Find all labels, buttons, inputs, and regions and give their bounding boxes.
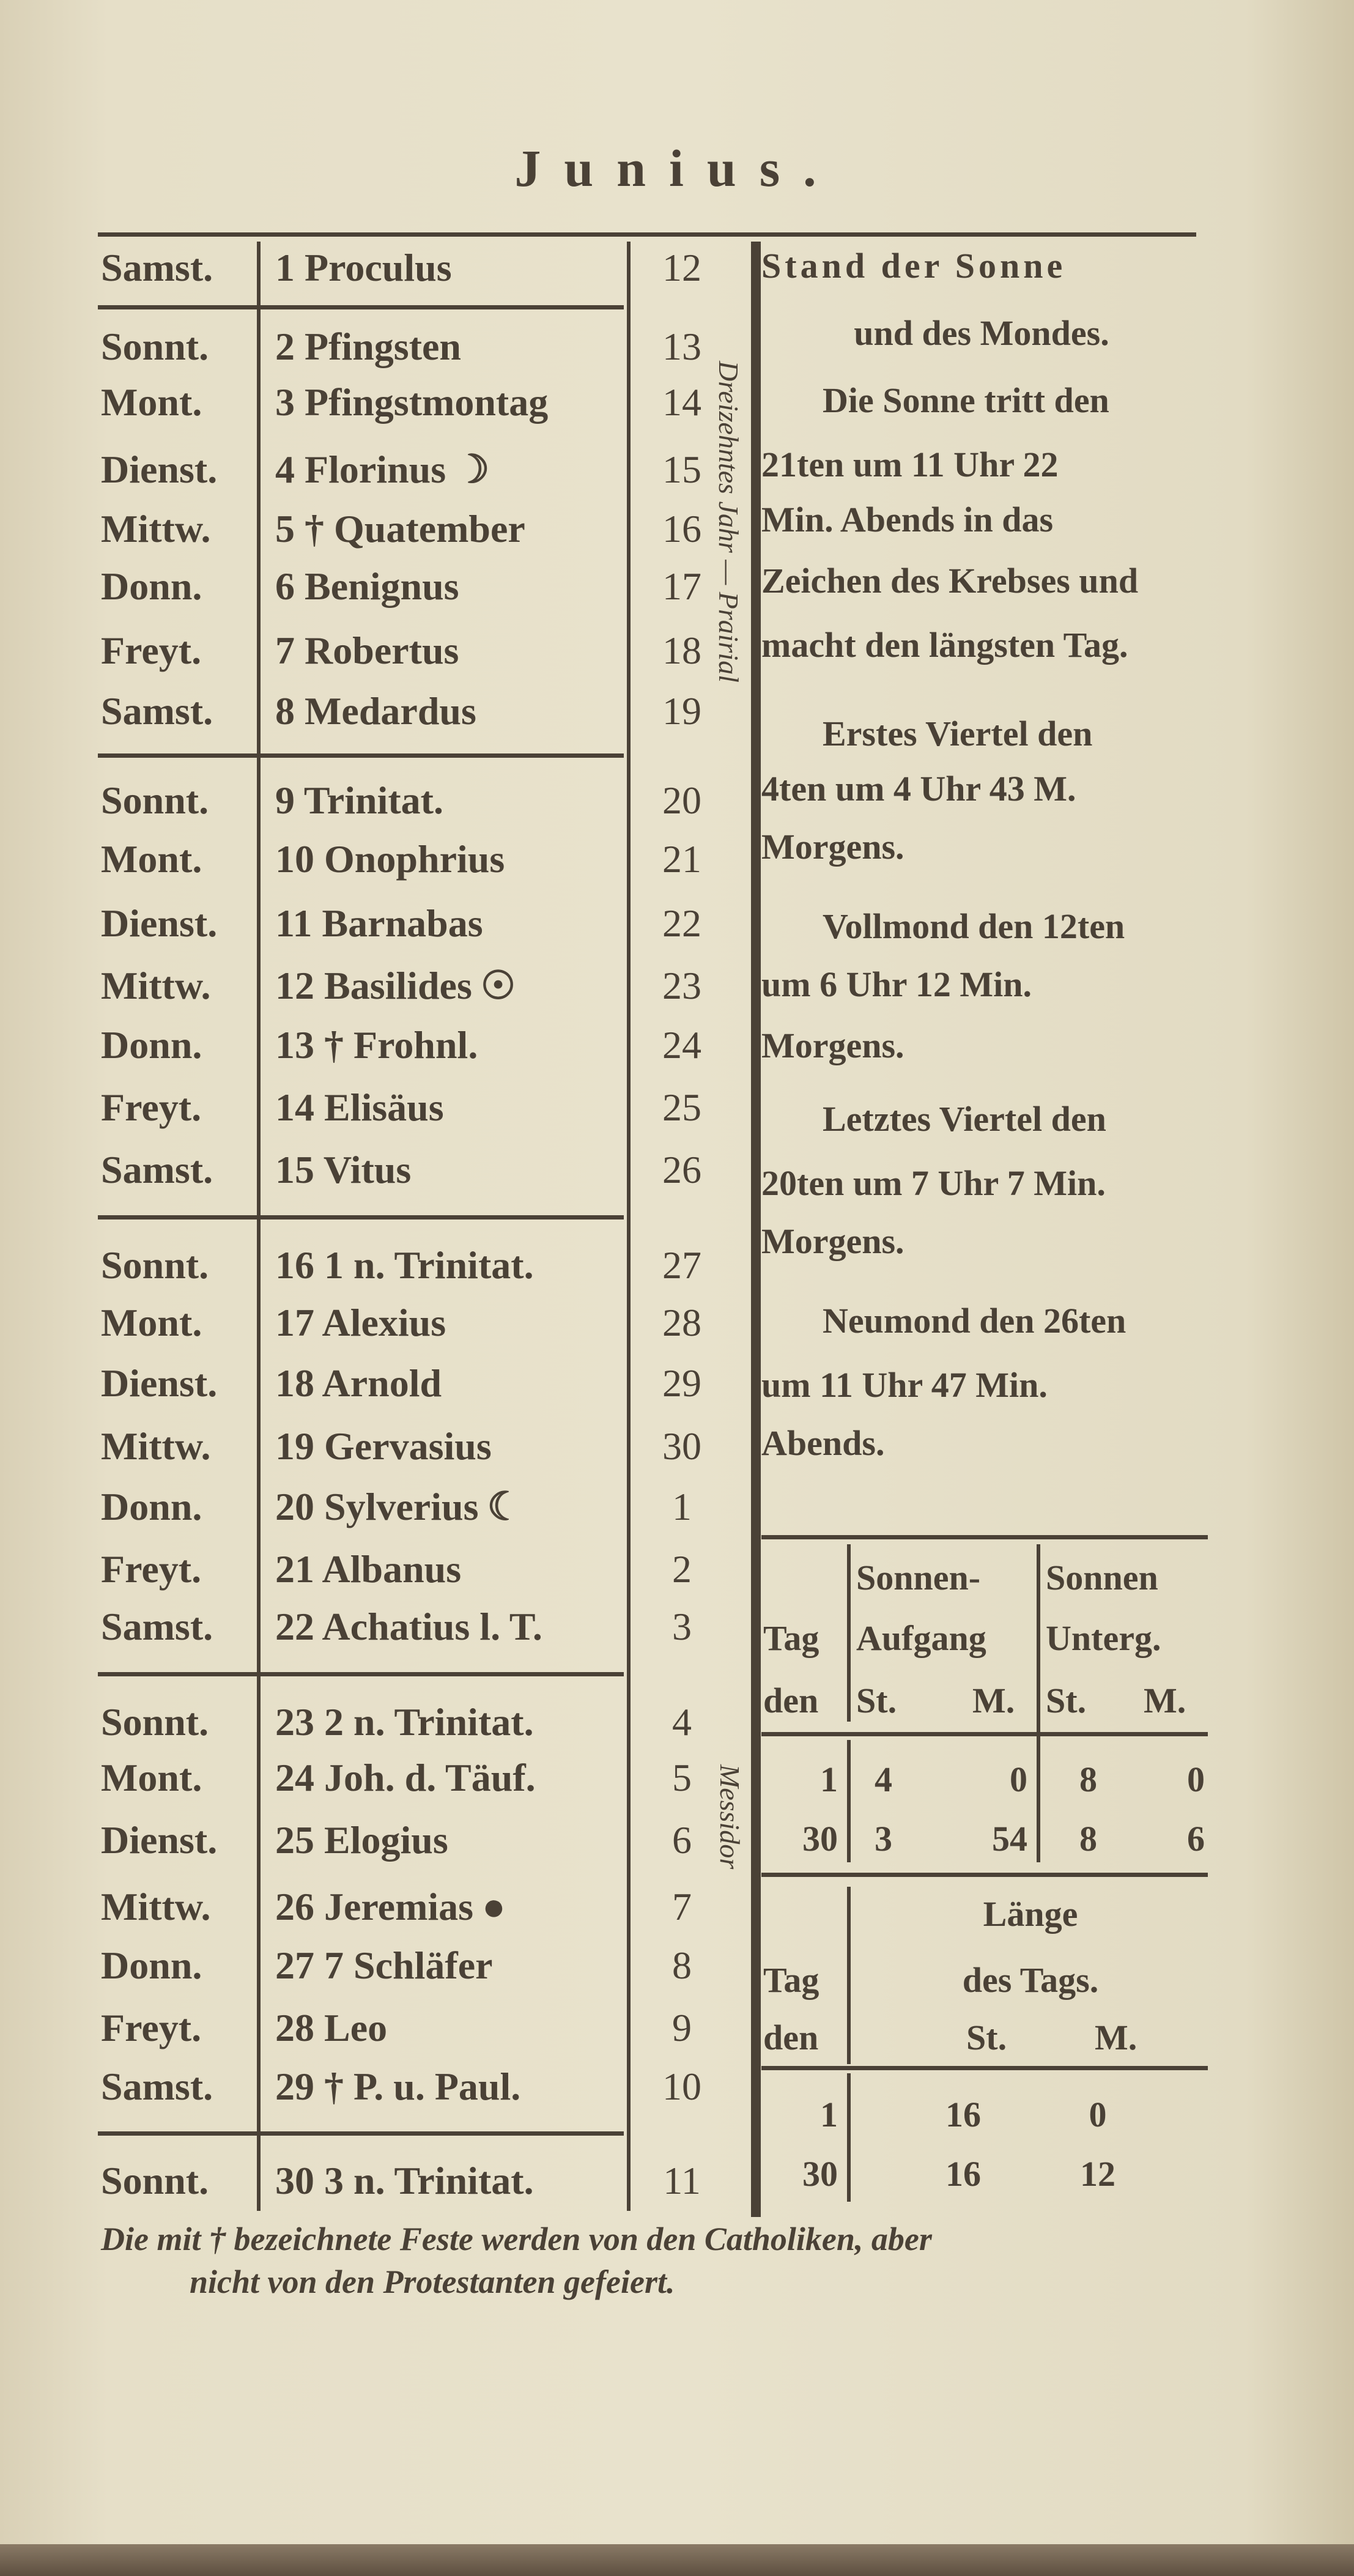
republican-day: 4 — [672, 1700, 692, 1744]
republican-day: 24 — [662, 1023, 701, 1067]
republican-day: 30 — [662, 1424, 701, 1468]
header-m: M. — [972, 1681, 1015, 1720]
day-cell: 1 — [820, 1760, 838, 1799]
header-tag: Tag — [763, 1960, 819, 2000]
day-of-week: Sonnt. — [101, 325, 209, 368]
week-separator — [98, 2131, 624, 2136]
republican-day: 19 — [662, 689, 701, 733]
saint-entry — [275, 1602, 542, 1651]
day-of-week: Donn. — [101, 1023, 202, 1067]
saint-entry — [275, 2156, 534, 2205]
saint-name: 26 Jeremias — [275, 1885, 474, 1928]
saint-name: 6 Benignus — [275, 564, 459, 608]
sunset-minute: 6 — [1187, 1819, 1205, 1859]
saint-entry — [275, 776, 443, 825]
saint-name: 16 1 n. Trinitat. — [275, 1243, 534, 1287]
name-divider — [627, 242, 631, 2211]
week-separator — [98, 305, 624, 309]
moon-text-line: 21ten um 11 Uhr 22 — [761, 445, 1059, 484]
sunrise-hour: 3 — [875, 1819, 892, 1859]
day-of-week: Mont. — [101, 380, 202, 424]
republican-day: 12 — [662, 246, 701, 289]
saint-entry — [275, 1241, 534, 1290]
section-heading: und des Mondes. — [854, 313, 1109, 353]
header-m: M. — [1144, 1681, 1186, 1720]
saint-name: 18 Arnold — [275, 1361, 442, 1405]
saint-name: 22 Achatius l. T. — [275, 1605, 542, 1648]
saint-entry — [275, 687, 476, 736]
saint-name: 4 Florinus — [275, 448, 446, 491]
table-divider — [847, 2073, 851, 2202]
week-separator — [98, 753, 624, 758]
day-cell: 1 — [820, 2095, 838, 2134]
saint-entry — [275, 626, 459, 675]
saint-entry — [275, 1882, 506, 1931]
republican-day: 5 — [672, 1756, 692, 1799]
saint-name: 9 Trinitat. — [275, 779, 443, 822]
saint-entry — [275, 2004, 387, 2052]
header-st: St. — [1046, 1681, 1087, 1720]
republican-day: 18 — [662, 629, 701, 672]
republican-day: 13 — [662, 325, 701, 368]
saint-name: 13 † Frohnl. — [275, 1023, 478, 1067]
moon-phase-icon: ☾ — [487, 1485, 522, 1528]
saint-entry — [275, 378, 548, 427]
saint-name: 10 Onophrius — [275, 837, 505, 881]
day-of-week: Donn. — [101, 1944, 202, 1987]
day-of-week: Samst. — [101, 2065, 213, 2108]
moon-text-line: Die Sonne tritt den — [823, 380, 1109, 420]
sunset-hour: 8 — [1079, 1760, 1097, 1799]
saint-entry — [275, 899, 483, 948]
republican-day: 14 — [662, 380, 701, 424]
saint-name: 30 3 n. Trinitat. — [275, 2159, 534, 2202]
moon-text-line: Vollmond den 12ten — [823, 906, 1125, 946]
header-den: den — [763, 1681, 819, 1720]
sunrise-hour: 4 — [875, 1760, 892, 1799]
vertical-label-prairial: Dreizehntes Jahr — Prairial — [713, 361, 744, 683]
republican-day: 28 — [662, 1301, 701, 1344]
day-of-week: Mont. — [101, 1301, 202, 1344]
saint-entry — [275, 1753, 536, 1802]
republican-day: 9 — [672, 2006, 692, 2049]
length-minutes: 12 — [1080, 2154, 1115, 2194]
moon-text-line: Erstes Viertel den — [823, 714, 1093, 753]
saint-entry — [275, 243, 452, 292]
saint-entry — [275, 1816, 448, 1865]
week-separator — [98, 1672, 624, 1676]
length-hours: 16 — [945, 2154, 981, 2194]
moon-text-line: um 11 Uhr 47 Min. — [761, 1365, 1048, 1405]
day-cell: 30 — [802, 1819, 838, 1859]
week-separator — [98, 1215, 624, 1220]
footnote-line-1: Die mit † bezeichnete Feste werden von den Catholiken, aber — [101, 2221, 932, 2257]
table-divider — [847, 1740, 851, 1862]
moon-text-line: macht den längsten Tag. — [761, 625, 1128, 665]
header-rise: Sonnen- — [856, 1558, 981, 1597]
saint-name: 17 Alexius — [275, 1301, 446, 1344]
saint-entry — [275, 445, 490, 494]
day-of-week: Mittw. — [101, 507, 211, 550]
republican-day: 20 — [662, 779, 701, 822]
republican-day: 1 — [672, 1485, 692, 1528]
saint-entry — [275, 505, 525, 553]
page-edge — [0, 2544, 1354, 2576]
saint-entry — [275, 1083, 444, 1132]
saint-name: 21 Albanus — [275, 1547, 462, 1591]
republican-day: 8 — [672, 1944, 692, 1987]
header-length: Länge — [983, 1894, 1078, 1934]
day-of-week: Dienst. — [101, 1361, 218, 1405]
republican-day: 16 — [662, 507, 701, 550]
footnote-line-2: nicht von den Protestanten gefeiert. — [190, 2263, 675, 2300]
moon-text-line: Neumond den 26ten — [823, 1301, 1126, 1341]
republican-day: 11 — [663, 2159, 701, 2202]
day-of-week: Samst. — [101, 246, 213, 289]
page-title: Junius. — [514, 139, 840, 198]
saint-name: 24 Joh. d. Täuf. — [275, 1756, 536, 1799]
day-cell: 30 — [802, 2154, 838, 2194]
day-of-week: Dienst. — [101, 1818, 218, 1862]
saint-entry — [275, 1359, 442, 1408]
saint-entry — [275, 1482, 522, 1531]
saint-entry — [275, 1021, 478, 1070]
header-m: M. — [1095, 2018, 1138, 2057]
saint-entry — [275, 1698, 534, 1747]
moon-phase-icon: ☽ — [454, 448, 490, 491]
saint-name: 20 Sylverius — [275, 1485, 479, 1528]
republican-day: 17 — [662, 564, 701, 608]
saint-entry — [275, 1298, 446, 1347]
header-den: den — [763, 2018, 819, 2057]
republican-day: 7 — [672, 1885, 692, 1928]
republican-day: 2 — [672, 1547, 692, 1591]
moon-text-line: um 6 Uhr 12 Min. — [761, 964, 1032, 1004]
saint-entry — [275, 2062, 520, 2111]
day-of-week: Sonnt. — [101, 1700, 209, 1744]
saint-name: 5 † Quatember — [275, 507, 525, 550]
republican-day: 26 — [662, 1148, 701, 1191]
moon-text-line: Morgens. — [761, 1026, 905, 1065]
saint-entry — [275, 1545, 461, 1594]
moon-text-line: Morgens. — [761, 827, 905, 867]
header-set: Sonnen — [1046, 1558, 1158, 1597]
right-column-bar — [751, 242, 761, 2217]
section-heading: Stand der Sonne — [761, 246, 1067, 286]
saint-name: 11 Barnabas — [275, 901, 483, 945]
moon-text-line: Abends. — [761, 1423, 885, 1463]
sunset-hour: 8 — [1079, 1819, 1097, 1859]
header-rise: Aufgang — [856, 1618, 986, 1658]
table-rule — [761, 2066, 1208, 2070]
saint-name: 3 Pfingstmontag — [275, 380, 549, 424]
republican-day: 10 — [662, 2065, 701, 2108]
saint-entry — [275, 1422, 492, 1471]
moon-text-line: 4ten um 4 Uhr 43 M. — [761, 769, 1076, 809]
table-rule — [761, 1535, 1208, 1539]
saint-name: 14 Elisäus — [275, 1086, 444, 1129]
moon-text-line: Min. Abends in das — [761, 500, 1054, 539]
dow-divider — [257, 242, 261, 2211]
header-st: St. — [966, 2018, 1007, 2057]
header-st: St. — [856, 1681, 897, 1720]
header-set: Unterg. — [1046, 1618, 1161, 1658]
saint-name: 23 2 n. Trinitat. — [275, 1700, 534, 1744]
day-of-week: Mittw. — [101, 1885, 211, 1928]
length-minutes: 0 — [1089, 2095, 1107, 2134]
saint-name: 28 Leo — [275, 2006, 388, 2049]
day-of-week: Samst. — [101, 1148, 213, 1191]
saint-name: 8 Medardus — [275, 689, 476, 733]
moon-text-line: 20ten um 7 Uhr 7 Min. — [761, 1163, 1106, 1203]
saint-entry — [275, 835, 505, 884]
day-of-week: Dienst. — [101, 448, 218, 491]
republican-day: 3 — [672, 1605, 692, 1648]
day-of-week: Donn. — [101, 564, 202, 608]
table-rule — [761, 1873, 1208, 1877]
length-hours: 16 — [945, 2095, 981, 2134]
saint-name: 19 Gervasius — [275, 1424, 492, 1468]
saint-entry — [275, 322, 461, 371]
header-tag: Tag — [763, 1618, 819, 1658]
top-rule — [98, 232, 1196, 237]
sunrise-minute: 54 — [992, 1819, 1027, 1859]
saint-name: 2 Pfingsten — [275, 325, 461, 368]
saint-name: 15 Vitus — [275, 1148, 412, 1191]
republican-day: 25 — [662, 1086, 701, 1129]
day-of-week: Freyt. — [101, 1547, 202, 1591]
day-of-week: Freyt. — [101, 629, 202, 672]
saint-name: 27 7 Schläfer — [275, 1944, 493, 1987]
table-divider — [1037, 1544, 1040, 1862]
moon-phase-icon: ● — [482, 1885, 506, 1928]
table-rule — [761, 1732, 1208, 1736]
moon-text-line: Zeichen des Krebses und — [761, 561, 1139, 601]
saint-name: 7 Robertus — [275, 629, 459, 672]
republican-day: 27 — [662, 1243, 701, 1287]
day-of-week: Sonnt. — [101, 1243, 209, 1287]
republican-day: 6 — [672, 1818, 692, 1862]
moon-phase-icon: ☉ — [480, 964, 516, 1007]
sunrise-minute: 0 — [1010, 1760, 1027, 1799]
saint-entry — [275, 961, 516, 1010]
republican-day: 15 — [662, 448, 701, 491]
saint-name: 12 Basilides — [275, 964, 472, 1007]
header-length: des Tags. — [962, 1960, 1099, 2000]
saint-entry — [275, 1146, 411, 1194]
day-of-week: Mont. — [101, 837, 202, 881]
saint-entry — [275, 562, 459, 611]
saint-entry — [275, 1941, 493, 1990]
saint-name: 29 † P. u. Paul. — [275, 2065, 521, 2108]
day-of-week: Mittw. — [101, 1424, 211, 1468]
vertical-label-messidor: Messidor — [714, 1764, 745, 1870]
day-of-week: Sonnt. — [101, 779, 209, 822]
sunset-minute: 0 — [1187, 1760, 1205, 1799]
saint-name: 25 Elogius — [275, 1818, 448, 1862]
saint-name: 1 Proculus — [275, 246, 452, 289]
table-divider — [847, 1544, 851, 1722]
day-of-week: Freyt. — [101, 2006, 202, 2049]
republican-day: 23 — [662, 964, 701, 1007]
day-of-week: Sonnt. — [101, 2159, 209, 2202]
day-of-week: Freyt. — [101, 1086, 202, 1129]
day-of-week: Dienst. — [101, 901, 218, 945]
day-of-week: Donn. — [101, 1485, 202, 1528]
republican-day: 21 — [662, 837, 701, 881]
moon-text-line: Morgens. — [761, 1221, 905, 1261]
day-of-week: Samst. — [101, 689, 213, 733]
republican-day: 29 — [662, 1361, 701, 1405]
day-of-week: Mont. — [101, 1756, 202, 1799]
moon-text-line: Letztes Viertel den — [823, 1099, 1106, 1139]
republican-day: 22 — [662, 901, 701, 945]
table-divider — [847, 1887, 851, 2064]
day-of-week: Mittw. — [101, 964, 211, 1007]
day-of-week: Samst. — [101, 1605, 213, 1648]
